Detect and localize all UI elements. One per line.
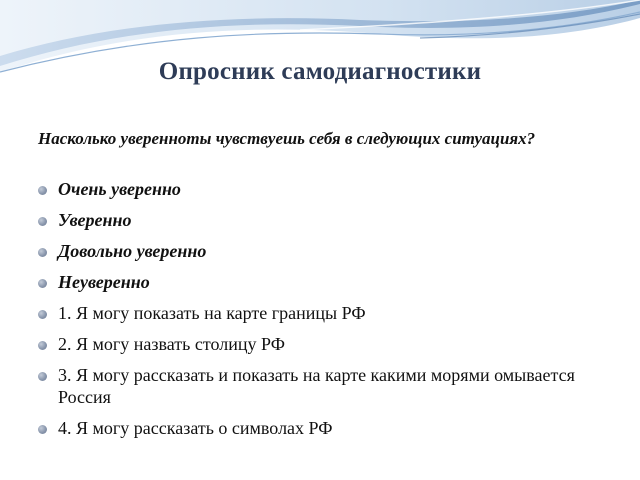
bullet-icon — [38, 217, 47, 226]
answer-list — [38, 178, 608, 448]
bullet-icon — [38, 186, 47, 195]
list-item-text: Очень уверенно — [58, 179, 181, 199]
list-item — [38, 417, 608, 439]
list-item-text: Неуверенно — [58, 272, 150, 292]
list-item — [38, 240, 608, 262]
bullet-icon — [38, 279, 47, 288]
list-item-text: 2. Я могу назвать столицу РФ — [58, 334, 285, 354]
list-item — [38, 209, 608, 231]
bullet-icon — [38, 248, 47, 257]
list-item — [38, 302, 608, 324]
bullet-icon — [38, 425, 47, 434]
list-item-text: Довольно уверенно — [58, 241, 207, 261]
list-item — [38, 333, 608, 355]
list-item — [38, 178, 608, 200]
bullet-icon — [38, 372, 47, 381]
bullet-icon — [38, 341, 47, 350]
list-item-text: 1. Я могу показать на карте границы РФ — [58, 303, 366, 323]
bullet-icon — [38, 310, 47, 319]
list-item — [38, 271, 608, 293]
list-item — [38, 364, 608, 408]
list-item-text: Уверенно — [58, 210, 132, 230]
list-item-text: 3. Я могу рассказать и показать на карте какими морями омывается Россия — [58, 365, 575, 407]
question-intro: Насколько уверенноты чувствуешь себя в следующих ситуациях? — [38, 129, 536, 148]
list-item-text: 4. Я могу рассказать о символах РФ — [58, 418, 333, 438]
slide-title: Опросник самодиагностики — [158, 58, 482, 85]
